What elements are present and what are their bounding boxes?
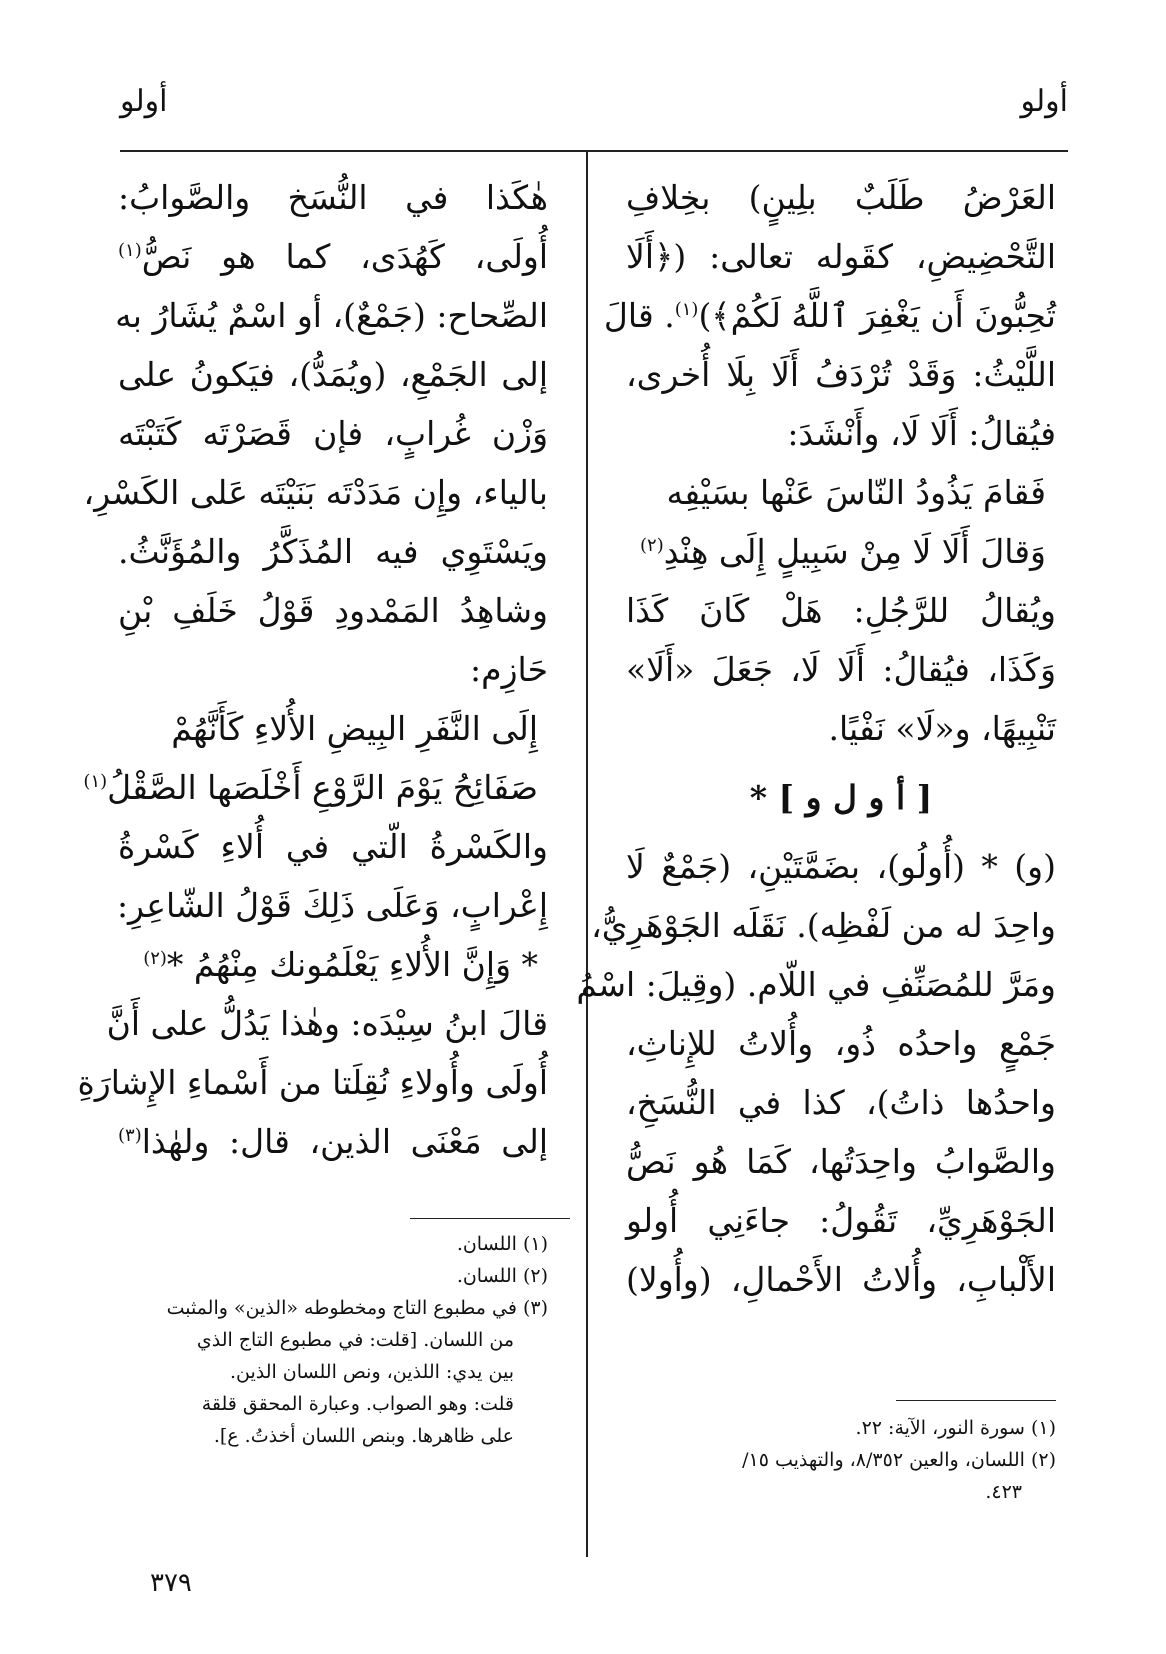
footnote-marker: (٣) <box>118 1125 142 1146</box>
text-span: * وَإِنَّ الأُلاءِ يَعْلَمُونك مِنْهُمُ * <box>166 945 538 984</box>
hemistich-line <box>118 935 548 994</box>
column-divider <box>586 152 588 1557</box>
text-line: تَنْبِيهًا، و«لَا» نَفْيًا. <box>828 709 1056 748</box>
right-column <box>576 168 1056 1309</box>
text-line: إلى الجَمْعِ، (ويُمَدُّ)، فيَكونُ على <box>118 355 548 394</box>
footnote-continuation: على ظاهرها. وبنص اللسان أخذتُ. ع]. <box>213 1425 514 1447</box>
running-head-right: أولو <box>1020 84 1068 119</box>
footnote-marker: (٢) <box>143 948 167 969</box>
verse-line: إِلَى النَّفَرِ البِيضِ الأُلاءِ كَأَنَّهُمْ <box>171 709 538 748</box>
text-line: واحِدَ له من لَفْظِه). نَقَلَه الجَوْهَرِيُّ، <box>591 906 1056 945</box>
text-line: وَكَذَا، فيُقالُ: أَلَا لَا، جَعَلَ «أَلَا» <box>626 650 1056 689</box>
text-line: والكَسْرةُ الّتي في أُلاءِ كَسْرةُ <box>118 827 548 866</box>
header-rule <box>120 150 1068 152</box>
page-header <box>120 82 1068 142</box>
footnote-marker: (١) <box>674 299 699 320</box>
text-line: جَمْعٍ واحدُه ذُو، وأُلاتُ للإِناثِ، <box>626 1024 1056 1063</box>
text-line: هٰكَذا في النُّسَخ والصَّوابُ: <box>118 178 548 217</box>
text-line: الجَوْهَرِيِّ، تَقُولُ: جاءَنِي أُولو <box>626 1201 1056 1240</box>
running-head-left: أولو <box>120 84 168 119</box>
text-line: وَزْن غُرابٍ، فإن قَصَرْتَه كَتَبْتَه <box>118 414 548 453</box>
text-line <box>603 286 1056 345</box>
footnote-marker: (١) <box>118 240 142 261</box>
text-line: إِعْرابٍ، وَعَلَى ذَلِكَ قَوْلُ الشّاعِرِ: <box>116 886 548 925</box>
footnote: (١) سورة النور، الآية: ٢٢. <box>855 1417 1056 1439</box>
footnote-rule <box>896 1400 1056 1401</box>
text-line: وشاهِدُ المَمْدودِ قَوْلُ خَلَفِ بْنِ <box>118 591 548 630</box>
text-line: أُولَى وأُولاءِ نُقِلَتا من أَسْماءِ الإِشارَةِ <box>77 1063 548 1102</box>
footnote: (٢) اللسان. <box>456 1265 548 1287</box>
text-span: أُولَى، كَهُدَى، كما هو نَصُّ <box>141 237 548 276</box>
text-line: والصَّوابُ واحِدَتُها، كَمَا هُو نَصُّ <box>626 1142 1056 1181</box>
text-line: الصِّحاح: (جَمْعٌ)، أو اسْمٌ يُشَارُ به <box>115 296 548 335</box>
verse-line <box>83 758 548 817</box>
footnote-continuation: ٤٢٣. <box>985 1481 1022 1503</box>
text-line: اللَّيْثُ: وَقَدْ تُرْدَفُ أَلَا بِلَا أُخرى، <box>626 355 1056 394</box>
footnote-marker: (٢) <box>640 535 664 556</box>
footnote: (١) اللسان. <box>456 1233 548 1255</box>
footnotes-left <box>118 1228 548 1452</box>
footnote-continuation: بين يدي: اللذين، ونص اللسان الذين. <box>229 1361 514 1383</box>
text-line: (و) * (أُولُو)، بضَمَّتَيْنِ، (جَمْعٌ لَا <box>626 847 1056 886</box>
text-line: ومَرَّ للمُصَنِّفِ في اللّام. (وقِيلَ: اسْمُ <box>576 965 1056 1004</box>
footnote-rule <box>410 1218 570 1219</box>
text-line: التَّحْضِيضِ، كقَوله تعالى: (﴿أَلَا <box>626 237 1056 276</box>
verse-line <box>626 522 1056 581</box>
text-span: . قالَ <box>603 296 675 335</box>
text-line: قالَ ابنُ سِيْدَه: وهٰذا يَدُلُّ على أَنَّ <box>106 1004 548 1043</box>
text-line: الأَلْبابِ، وأُلاتُ الأَحْمالِ، (وأُولا) <box>626 1260 1056 1299</box>
text-span: تُحِبُّونَ أَن يَغْفِرَ ٱللَّهُ لَكُمْ﴾) <box>698 296 1056 335</box>
footnote-continuation: من اللسان. [قلت: في مطبوع التاج الذي <box>196 1329 514 1351</box>
text-line: واحدُها ذاتُ)، كذا في النُّسَخِ، <box>626 1083 1056 1122</box>
entry-heading: [ أ و ل و ] * <box>749 778 933 817</box>
verse-line: فَقامَ يَذُودُ النّاسَ عَنْها بسَيْفِه <box>666 473 1046 512</box>
text-line <box>118 1112 548 1171</box>
text-line: العَرْضُ طَلَبٌ بلِينٍ) بخِلافِ <box>626 178 1056 217</box>
text-line <box>118 227 548 286</box>
text-span: صَفَائِحُ يَوْمَ الرَّوْعِ أَخْلَصَها الصَّقْلُ <box>107 768 538 807</box>
text-span: إلى مَعْنَى الذين، قال: ولهٰذا <box>141 1122 548 1161</box>
text-line: حَازِم: <box>470 650 548 689</box>
footnote-marker: (١) <box>83 771 108 792</box>
footnote: (٣) في مطبوع التاج ومخطوطه «الذين» والمثبت <box>166 1297 548 1319</box>
text-line: بالياء، وإِن مَدَدْتَه بَنَيْتَه عَلى الكَسْرِ، <box>83 473 548 512</box>
text-line: ويُقالُ للرَّجُلِ: هَلْ كَانَ كَذَا <box>626 591 1056 630</box>
footnotes-right <box>626 1412 1056 1508</box>
page-number: ٣٧٩ <box>150 1568 192 1598</box>
left-column <box>77 168 548 1171</box>
text-line: فيُقالُ: أَلَا لَا، وأَنْشَدَ: <box>787 414 1056 453</box>
text-line: ويَسْتَوِي فيه المُذَكَّرُ والمُؤَنَّثُ. <box>118 532 548 571</box>
text-span: وَقالَ أَلَا لَا مِنْ سَبِيلٍ إِلَى هِنْدِ <box>663 532 1046 571</box>
footnote-continuation: قلت: وهو الصواب. وعبارة المحقق قلقة <box>201 1393 514 1415</box>
footnote: (٢) اللسان، والعين ٨/٣٥٢، والتهذيب ١٥/ <box>742 1449 1056 1471</box>
